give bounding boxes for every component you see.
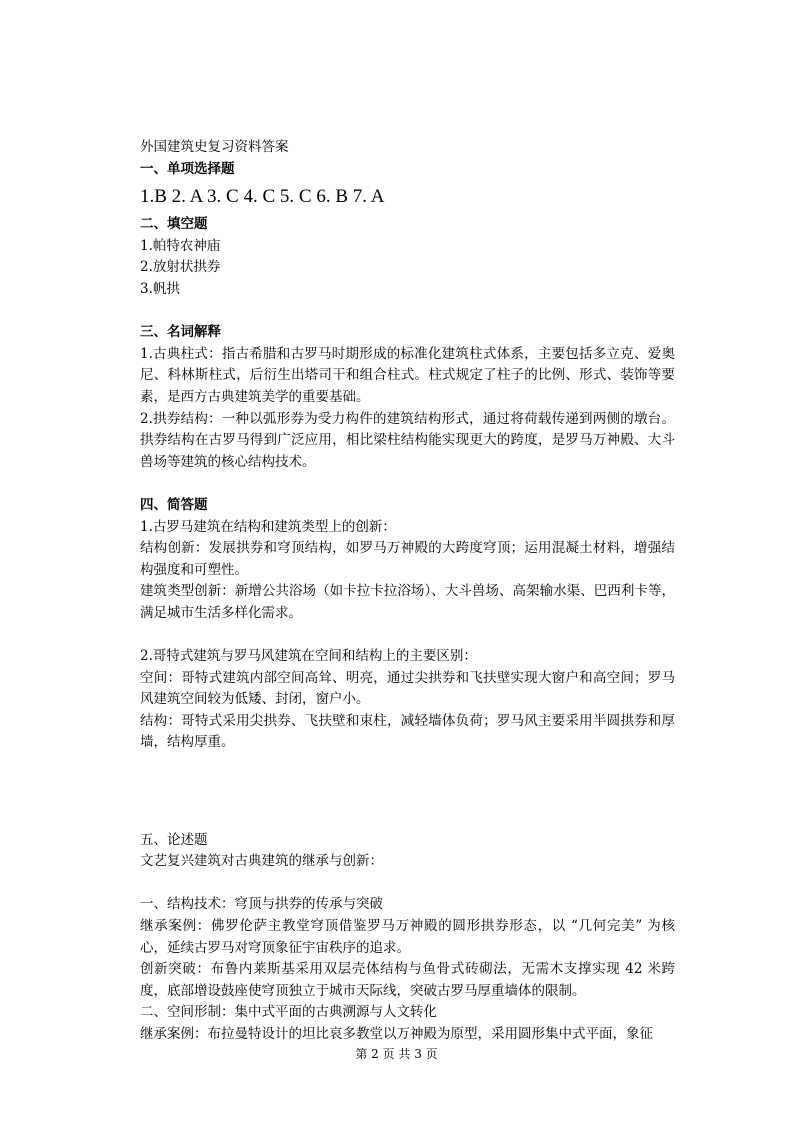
essay-topic: 文艺复兴建筑对古典建筑的继承与创新： [140,853,383,870]
section-1-heading: 一、单项选择题 [140,160,235,177]
choice-answers: 1.B 2. A 3. C 4. C 5. C 6. B 7. A [140,186,385,208]
document-page [140,137,675,1046]
document-title: 外国建筑史复习资料答案 [140,139,289,155]
spacer [140,624,675,646]
fill-answer-2: 2.放射状拱券 [140,259,221,276]
question-2-title: 2.哥特式建筑与罗马风建筑在空间和结构上的主要区别： [140,648,477,665]
fill-answer-1: 1.帕特农神庙 [140,237,221,254]
question-1-title: 1.古罗马建筑在结构和建筑类型上的创新： [140,518,396,535]
section-2-heading: 二、填空题 [140,216,208,233]
term-arch-structure: 2.拱券结构：一种以弧形券为受力构件的建筑结构形式，通过将荷载传递到两侧的墩台。拱券结构在古罗马得到广泛应用，相比梁柱结构能实现更大的跨度，是罗马万神殿、大斗兽场等建筑的核心结构技术。 [140,410,675,470]
question-1-types: 建筑类型创新：新增公共浴场（如卡拉卡拉浴场）、大斗兽场、高架输水渠、巴西利卡等，满足城市生活多样化需求。 [140,583,675,621]
spacer [140,808,675,830]
essay-subheading-1: 一、结构技术：穹顶与拱券的传承与突破 [140,896,383,913]
fill-answer-3: 3.帆拱 [140,280,180,297]
page-footer: 第 2 页 共 3 页 [355,1047,438,1061]
question-1-structure: 结构创新：发展拱券和穹顶结构，如罗马万神殿的大跨度穹顶；运用混凝土材料，增强结构强度和可塑性。 [140,540,675,578]
essay-inheritance-case-2: 继承案例：布拉曼特设计的坦比哀多教堂以万神殿为原型，采用圆形集中式平面，象征 [140,1025,653,1042]
question-2-structure: 结构：哥特式采用尖拱券、飞扶壁和束柱，减轻墙体负荷；罗马风主要采用半圆拱券和厚墙，结构厚重。 [140,712,675,751]
term-classical-order: 1.古典柱式：指古希腊和古罗马时期形成的标准化建筑柱式体系，主要包括多立克、爱奥尼、科林斯柱式，后衍生出塔司干和组合柱式。柱式规定了柱子的比例、形式、装饰等要素，是西方古典建筑美学的重要基础。 [140,345,675,405]
section-5-heading: 五、论述题 [140,831,208,848]
essay-inheritance-case: 继承案例：佛罗伦萨主教堂穹顶借鉴罗马万神殿的圆形拱券形态，以 “几何完美” 为核心，延续古罗马对穹顶象征宇宙秩序的追求。 [140,918,675,956]
essay-subheading-2: 二、空间形制：集中式平面的古典溯源与人文转化 [140,1004,437,1021]
question-2-space: 空间：哥特式建筑内部空间高耸、明亮，通过尖拱券和飞扶壁实现大窗户和高空间；罗马风建筑空间较为低矮、封闭，窗户小。 [140,669,675,708]
spacer [140,473,675,495]
spacer [140,873,675,895]
spacer [140,301,675,323]
section-3-heading: 三、名词解释 [140,324,221,341]
section-4-heading: 四、简答题 [140,496,208,513]
spacer [140,754,675,808]
essay-innovation: 创新突破：布鲁内莱斯基采用双层壳体结构与鱼骨式砖砌法，无需木支撑实现 42 米跨度，底部增设鼓座使穹顶独立于城市天际线，突破古罗马厚重墙体的限制。 [140,961,675,999]
